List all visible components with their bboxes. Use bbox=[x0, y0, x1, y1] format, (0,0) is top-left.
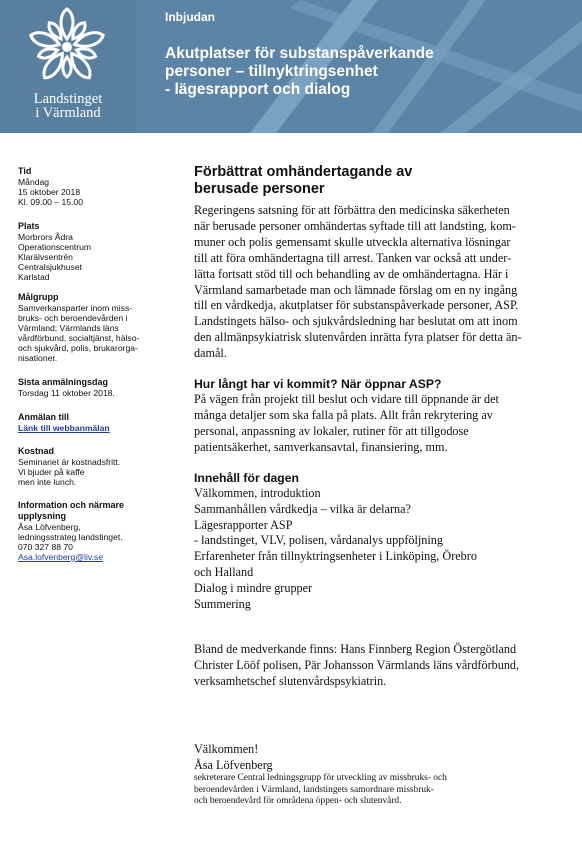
sidebar-section-malgrupp bbox=[18, 292, 166, 363]
text-line: Landstingets hälso- och sjukvårdsledning har beslutat om att inom bbox=[194, 314, 518, 329]
text-line: beroendevården i Värmland, landstingets samordnare missbruk- bbox=[194, 784, 434, 795]
header-title-line: Akutplatser för substanspåverkande bbox=[165, 45, 434, 62]
participants-paragraph bbox=[194, 642, 569, 690]
text-line: många detaljer som ska falla på plats. Allt från rekrytering av bbox=[194, 407, 493, 422]
sidebar-text: Vi bjuder på kaffe bbox=[18, 467, 85, 477]
sidebar-text: Seminariet är kostnadsfritt. bbox=[18, 457, 121, 467]
sidebar-text: vårdförbund, socialtjänst, hälso- bbox=[18, 333, 140, 343]
sidebar-text: Karlstad bbox=[18, 272, 50, 282]
text-line: till att föra omhändertagna till arrest. Tanken var också att under- bbox=[194, 250, 512, 265]
signature-name: Åsa Löfvenberg bbox=[194, 757, 273, 772]
section-heading: Sista anmälningsdag bbox=[18, 377, 109, 387]
main-heading bbox=[194, 164, 569, 198]
sidebar-text: Centralsjukhuset bbox=[18, 262, 83, 272]
text-line: Christer Lööf polisen, Pär Johansson Värmlands läns vårdförbund, bbox=[194, 657, 520, 672]
sidebar-text: Klarälvsentrén bbox=[18, 252, 73, 262]
main-content bbox=[194, 164, 569, 808]
sidebar bbox=[18, 166, 166, 572]
agenda-item: Summering bbox=[194, 597, 251, 612]
section-heading: Information och närmare bbox=[18, 500, 125, 510]
logo bbox=[0, 0, 136, 133]
text-line: lätta fortsatt stöd till och behandling av de omhändertagna. Här i bbox=[194, 266, 509, 281]
sidebar-text: Måndag bbox=[18, 177, 50, 187]
sidebar-text: Torsdag 11 oktober 2018. bbox=[18, 388, 115, 398]
sidebar-section-cost bbox=[18, 446, 166, 487]
agenda-item: - landstinget, VLV, polisen, vårdanalys uppföljning bbox=[194, 533, 443, 548]
text-line: personal, anpassning av lokaler, rutiner för att tillgodose bbox=[194, 423, 469, 438]
text-line: verksamhetschef slutenvårdspsykiatrin. bbox=[194, 673, 387, 688]
main-heading-line: berusade personer bbox=[194, 181, 325, 197]
sidebar-section-deadline bbox=[18, 377, 166, 398]
text-line: patientsäkerhet, samverkansavtal, finansiering, mm. bbox=[194, 439, 448, 454]
progress-paragraph bbox=[194, 392, 569, 456]
header-banner bbox=[0, 0, 582, 133]
agenda-item: Sammanhållen vårdkedja – vilka är delarna? bbox=[194, 501, 411, 516]
signature-title bbox=[194, 773, 569, 807]
sidebar-text: nisationer. bbox=[18, 353, 58, 363]
agenda-item: Dialog i mindre grupper bbox=[194, 581, 313, 596]
header-title-line: personer – tillnyktringsenhet bbox=[165, 63, 378, 80]
agenda-item: Välkommen, introduktion bbox=[194, 485, 321, 500]
header-title bbox=[165, 45, 575, 99]
sidebar-text: 15 oktober 2018 bbox=[18, 187, 81, 197]
text-line: Värmland samarbetade man och lämnade förslag om en ny ingång bbox=[194, 282, 518, 297]
text-line: när berusade personer omhändertas syftade till att landsting, kom- bbox=[194, 218, 516, 233]
text-line: till en vårdkedja, akutplatser för substanspåverkade personer, ASP. bbox=[194, 298, 519, 313]
agenda-heading: Innehåll för dagen bbox=[194, 470, 299, 485]
text-line: damål. bbox=[194, 346, 227, 361]
section-heading: Tid bbox=[18, 166, 32, 176]
agenda-item: Erfarenheter från tillnyktringsenheter i Linköping, Örebro bbox=[194, 549, 477, 564]
section-heading: upplysning bbox=[18, 511, 66, 521]
sidebar-text: bruks- och beroendevården i bbox=[18, 313, 128, 323]
logo-org-line2: i Värmland bbox=[35, 105, 101, 121]
text-line: sekreterare Central ledningsgrupp för utveckling av missbruks- och bbox=[194, 773, 447, 784]
text-line: Regeringens satsning för att förbättra den medicinska säkerheten bbox=[194, 203, 510, 217]
section-heading: Plats bbox=[18, 221, 40, 231]
agenda-list bbox=[194, 486, 569, 613]
sidebar-text: Operationscentrum bbox=[18, 242, 92, 252]
agenda-item: Lägesrapporter ASP bbox=[194, 517, 293, 532]
sidebar-text: Värmland; Värmlands läns bbox=[18, 323, 119, 333]
intro-paragraph bbox=[194, 203, 569, 362]
main-heading-line: Förbättrat omhändertagande av bbox=[194, 164, 413, 180]
section-heading: Kostnad bbox=[18, 446, 54, 456]
section-heading: Anmälan till bbox=[18, 412, 70, 422]
sidebar-section-plats bbox=[18, 221, 166, 282]
header-title-line: - lägesrapport och dialog bbox=[165, 81, 351, 98]
welcome-text: Välkommen! bbox=[194, 741, 259, 756]
logo-org-line1: Landstinget bbox=[33, 91, 103, 107]
sidebar-section-contact bbox=[18, 500, 166, 562]
flower-logo-icon bbox=[0, 0, 136, 96]
signature-block bbox=[194, 742, 569, 774]
text-line: muner och polis gemensamt skulle utveckla alternativa lösningar bbox=[194, 234, 511, 249]
text-line: den allmänpsykiatrisk slutenvården inrätta fyra platser för detta än- bbox=[194, 330, 522, 345]
text-line: och beroendevård för områdena öppen- och slutenvård. bbox=[194, 796, 402, 807]
sidebar-text: 070 327 88 70 bbox=[18, 542, 73, 552]
sidebar-text: men inte lunch. bbox=[18, 477, 77, 487]
sidebar-text: Samverkansparter inom miss- bbox=[18, 303, 133, 313]
kicker: Inbjudan bbox=[165, 10, 215, 24]
sidebar-text: ledningsstrateg landstinget. bbox=[18, 532, 123, 542]
sidebar-text: Åsa Löfvenberg, bbox=[18, 522, 81, 532]
sidebar-text: Kl. 09.00 – 15.00 bbox=[18, 197, 83, 207]
sidebar-text: och sjukvård, polis, brukarorga- bbox=[18, 343, 138, 353]
sidebar-section-tid bbox=[18, 166, 166, 207]
progress-heading: Hur långt har vi kommit? När öppnar ASP? bbox=[194, 377, 442, 392]
contact-email-link[interactable]: Asa.lofvenberg@liv.se bbox=[18, 552, 103, 562]
section-heading: Målgrupp bbox=[18, 292, 59, 302]
sidebar-section-registration bbox=[18, 412, 166, 433]
registration-link[interactable]: Länk till webbanmälan bbox=[18, 423, 110, 433]
sidebar-text: Morbrors Ådra bbox=[18, 232, 73, 242]
text-line: Bland de medverkande finns: Hans Finnberg Region Östergötland bbox=[194, 641, 517, 656]
text-line: På vägen från projekt till beslut och vidare till öppnande är det bbox=[194, 392, 499, 407]
agenda-item: och Halland bbox=[194, 565, 254, 580]
